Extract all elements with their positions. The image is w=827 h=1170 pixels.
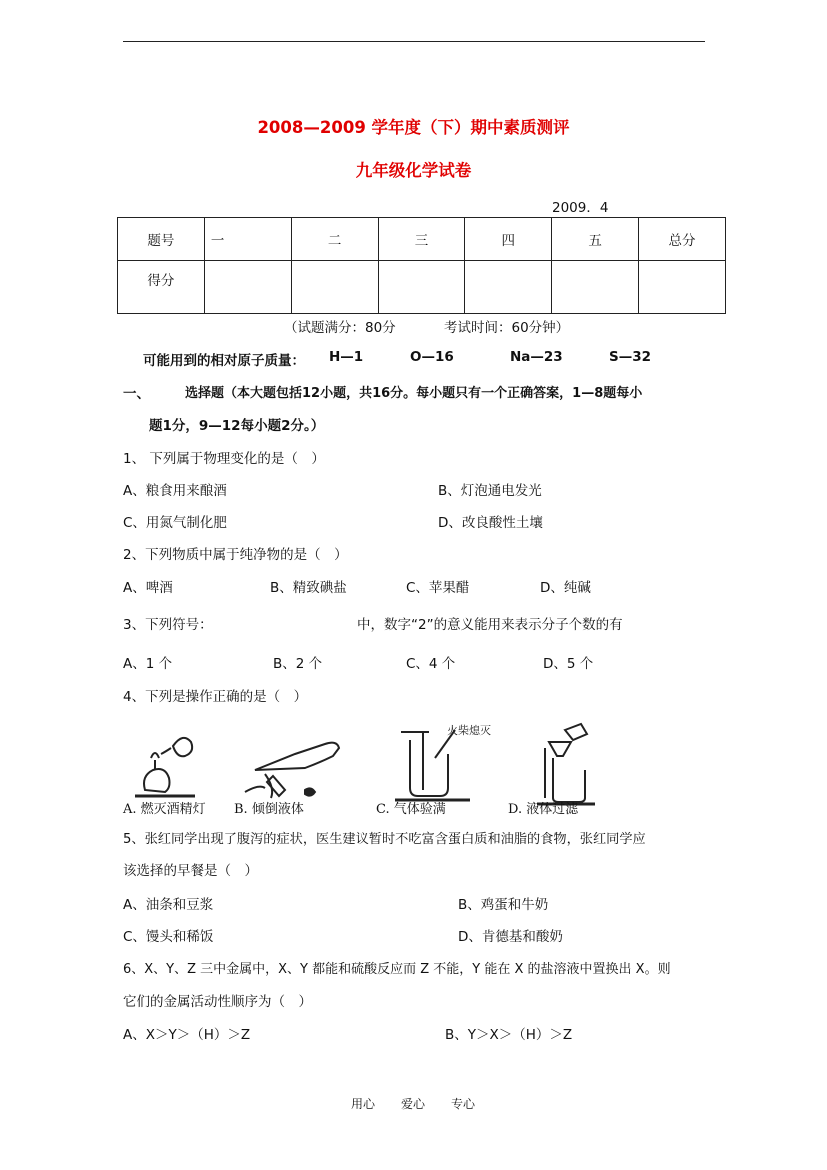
q2-stem: 2、下列物质中属于纯净物的是（ ） [123,547,348,563]
footer-text-2: 爱心 [401,1097,426,1111]
score-table [117,217,726,314]
q6-stem-cont: 它们的金属活动性顺序为（ ） [123,994,312,1010]
section-heading: 选择题（本大题包括12小题，共16分。每小题只有一个正确答案，1—8题每小 [185,386,643,401]
q3-option-d[interactable]: D、5 个 [543,656,594,672]
score-header-cell: 总分 [639,218,726,261]
score-cell[interactable] [378,261,465,314]
score-header-cell: 五 [552,218,639,261]
q4-caption-d[interactable]: D. 液体过滤 [508,802,579,817]
q1-option-d[interactable]: D、改良酸性土壤 [438,515,543,531]
q3-option-b[interactable]: B、2 个 [273,656,323,672]
score-cell[interactable] [465,261,552,314]
q3-option-a[interactable]: A、1 个 [123,656,173,672]
q5-stem-cont: 该选择的早餐是（ ） [123,863,258,879]
score-header-cell: 四 [465,218,552,261]
q4-caption-b[interactable]: B. 倾倒液体 [234,802,304,817]
full-score-note: （试题满分：80分 [284,320,396,336]
section-heading-cont: 题1分，9—12每小题2分。） [149,418,325,434]
q5-stem: 5、张红同学出现了腹泻的症状，医生建议暂时不吃富含蛋白质和油脂的食物，张红同学应 [123,832,646,847]
figure-match-label: 火柴熄灭 [447,724,491,737]
score-row-label: 得分 [118,261,205,314]
score-cell[interactable] [552,261,639,314]
exam-title: 2008—2009 学年度（下）期中素质测评 [257,118,570,137]
score-header-cell: 题号 [118,218,205,261]
q2-option-b[interactable]: B、精致碘盐 [270,580,347,596]
atomic-mass-o: O—16 [410,349,454,365]
exam-subtitle: 九年级化学试卷 [355,161,472,180]
time-note: 考试时间：60分钟） [444,320,570,336]
q4-caption-c[interactable]: C. 气体验满 [376,802,446,817]
q5-option-c[interactable]: C、馒头和稀饭 [123,929,214,945]
q4-stem: 4、下列是操作正确的是（ ） [123,689,308,705]
score-header-cell: 二 [291,218,378,261]
exam-date: 2009．4 [552,200,609,216]
atomic-mass-label: 可能用到的相对原子质量： [143,353,305,369]
atomic-mass-na: Na—23 [510,349,563,365]
q1-option-b[interactable]: B、灯泡通电发光 [438,483,542,499]
q5-option-d[interactable]: D、肯德基和酸奶 [458,929,563,945]
footer-text-1: 用心 [351,1097,376,1111]
q1-option-c[interactable]: C、用氮气制化肥 [123,515,227,531]
q2-option-c[interactable]: C、苹果醋 [406,580,470,596]
q5-option-a[interactable]: A、油条和豆浆 [123,897,214,913]
q2-option-d[interactable]: D、纯碱 [540,580,591,596]
score-header-cell: 一 [204,218,291,261]
score-table-score-row [118,261,726,314]
atomic-mass-h: H—1 [329,349,364,365]
score-table-header-row [118,218,726,261]
q1-stem: 1、 下列属于物理变化的是（ ） [123,451,325,467]
atomic-mass-s: S—32 [609,349,652,365]
q4-caption-a[interactable]: A. 燃灭酒精灯 [123,802,206,817]
header-rule [123,41,705,42]
q3-stem-left: 3、下列符号： [123,617,213,633]
q3-stem-right: 中，数字“2”的意义能用来表示分子个数的有 [357,617,623,633]
q5-option-b[interactable]: B、鸡蛋和牛奶 [458,897,549,913]
score-header-cell: 三 [378,218,465,261]
section-number: 一、 [123,386,150,402]
footer-text-3: 专心 [451,1097,476,1111]
q6-option-b[interactable]: B、Y＞X＞（H）＞Z [445,1027,573,1043]
q6-option-a[interactable]: A、X＞Y＞（H）＞Z [123,1027,251,1043]
score-cell[interactable] [639,261,726,314]
q2-option-a[interactable]: A、啤酒 [123,580,173,596]
q3-option-c[interactable]: C、4 个 [406,656,456,672]
score-cell[interactable] [204,261,291,314]
q1-option-a[interactable]: A、粮食用来酿酒 [123,483,227,499]
score-cell[interactable] [291,261,378,314]
q6-stem: 6、X、Y、Z 三中金属中，X、Y 都能和硫酸反应而 Z 不能，Y 能在 X 的盐溶液中置换出 X。则 [123,962,671,977]
